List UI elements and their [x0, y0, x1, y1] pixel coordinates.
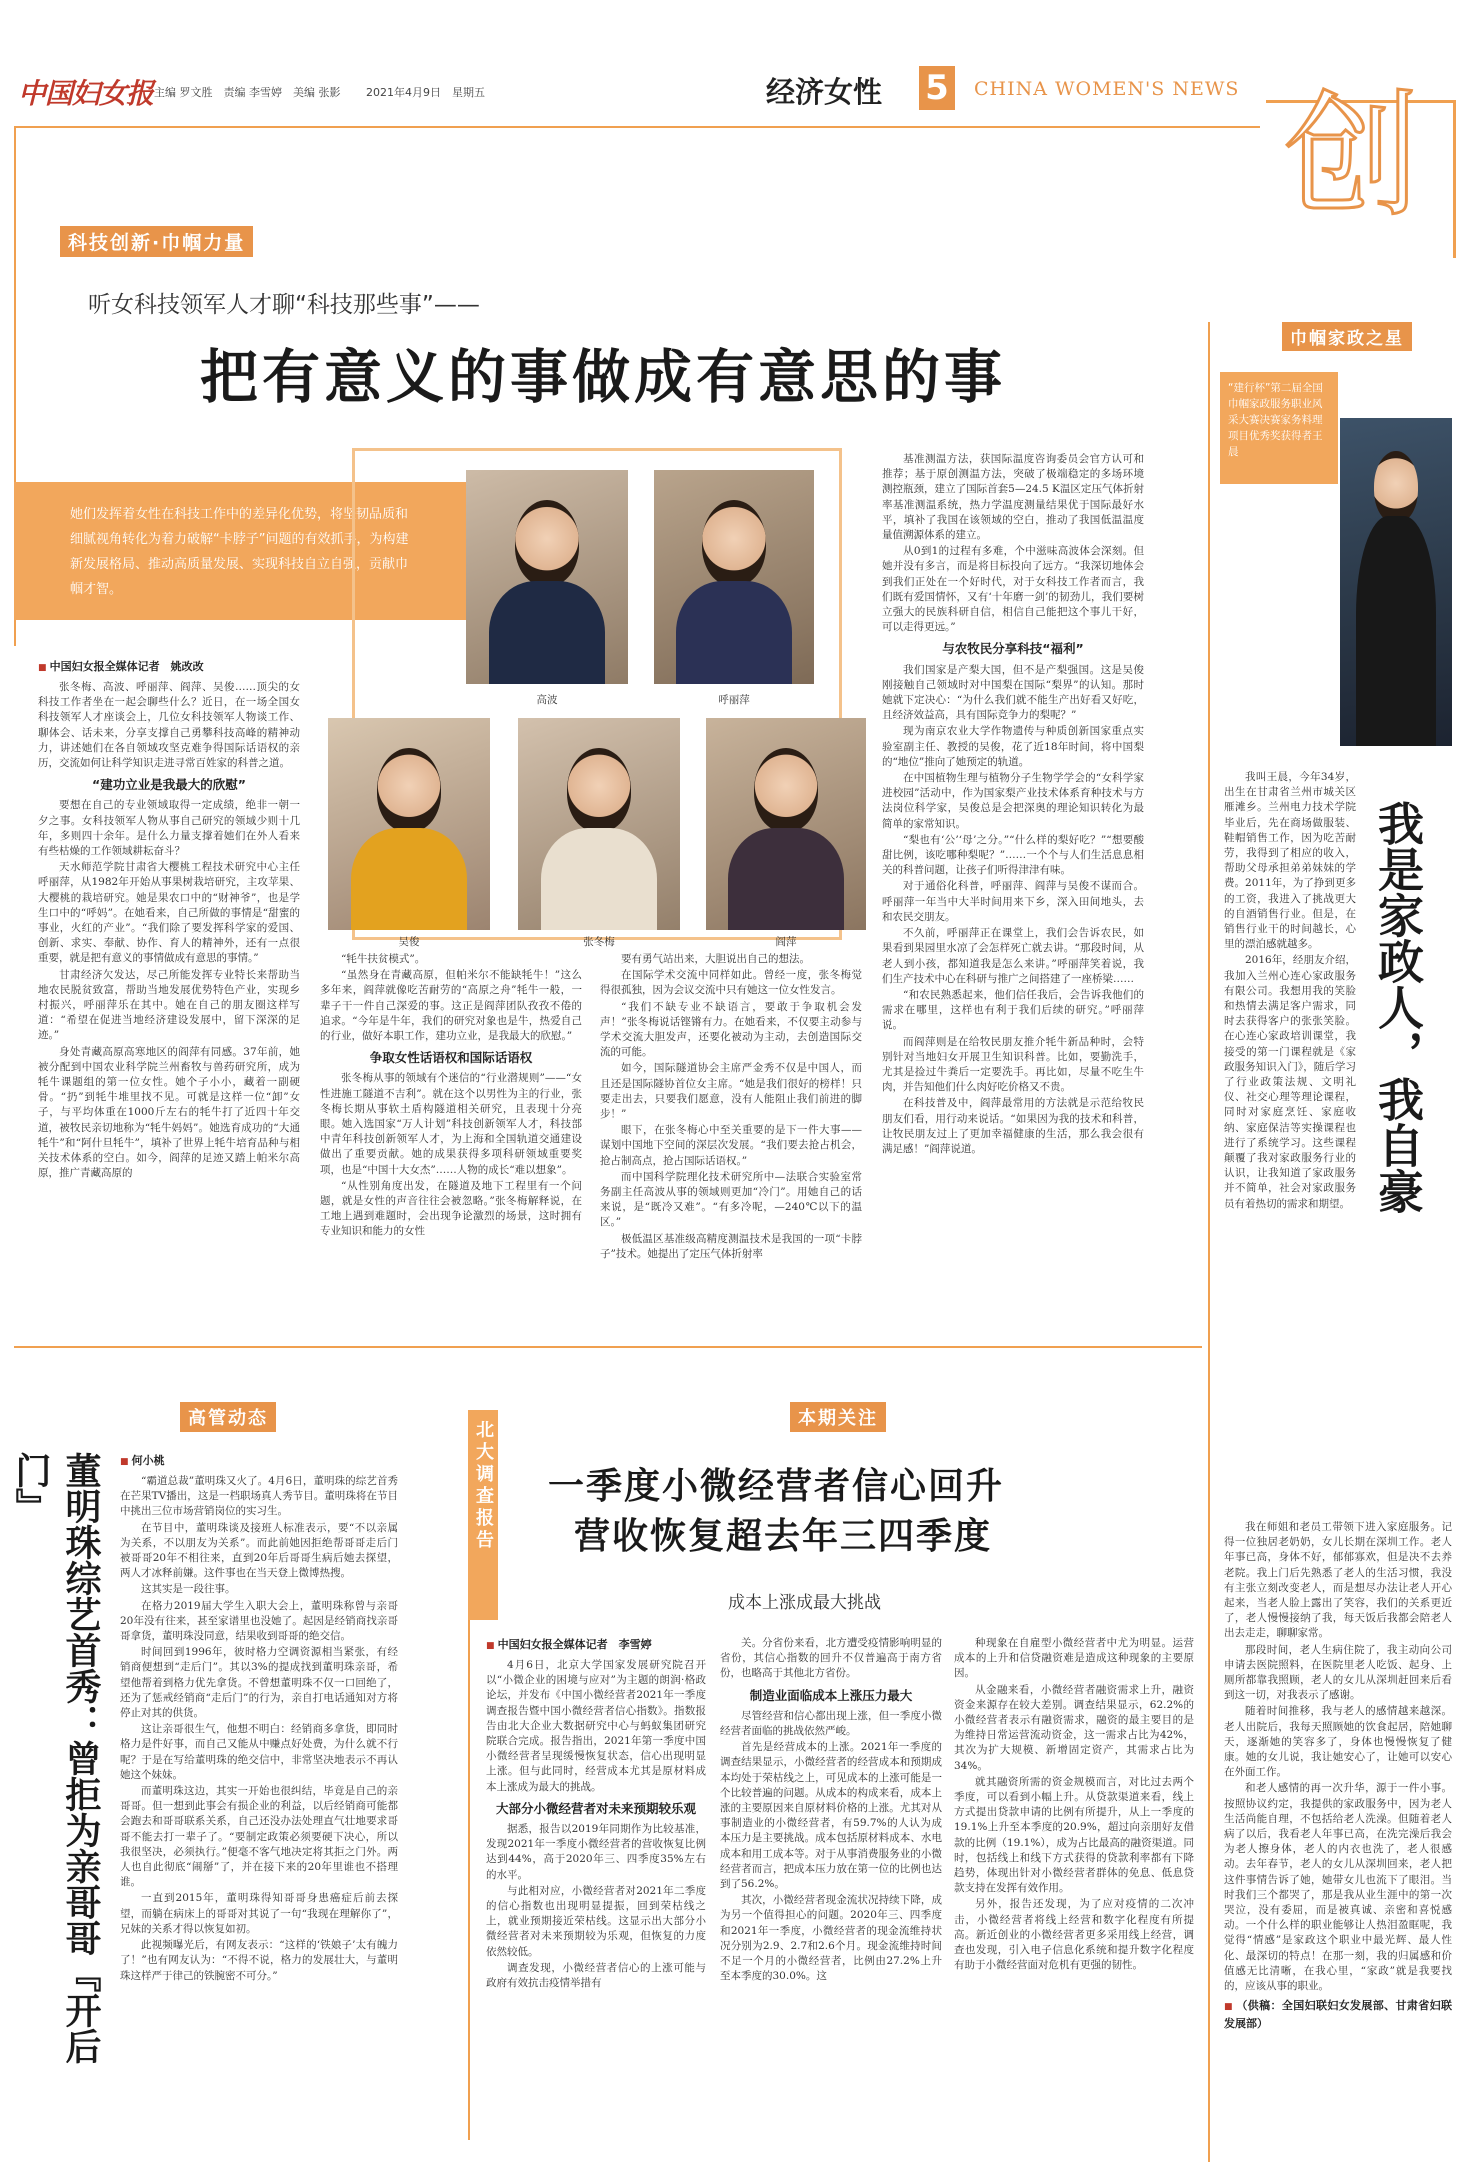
sidebar-photo-caption: “建行杯”第二届全国巾帼家政服务职业风采大赛决赛家务料理项目优秀奖获得者王晨 — [1228, 382, 1323, 458]
portrait-zhangdongmei — [518, 718, 680, 930]
body-paragraph: 我们国家是产梨大国，但不是产梨强国。这是吴俊刚接触自己领域时对中国梨在国际“梨界”的认知。那时她就下定决心：“为什么我们就不能生产出好看又好吃，且经济效益高，具有国际竞争力的梨呢？” — [882, 663, 1144, 722]
lead-column-3 — [600, 952, 862, 1322]
body-paragraph: “我们不缺专业不缺语言，要敢于争取机会发声！”张冬梅说话铿锵有力。在她看来，不仅要主动参与学术交流大胆发声，还要化被动为主动，去创造国际交流的可能。 — [600, 1000, 862, 1059]
lead-column-1 — [38, 680, 300, 1320]
body-paragraph: “虽然身在青藏高原，但帕米尔不能缺牦牛！”这么多年来，阎萍就像吃苦耐劳的“高原之舟”牦牛一般，一辈子干一件自己深爱的事。这正是阎萍团队孜孜不倦的追求。“今年是牛年，我们的研究对象也是牛，热爱自己的行业，做好本职工作，建功立业，是我最大的欣慰。” — [320, 969, 582, 1043]
bottom-left-byline: ■ 何小桃 — [120, 1452, 165, 1468]
body-paragraph: 这其实是一段往事。 — [141, 1583, 236, 1596]
body-paragraph: 就其融资所需的资金规模而言，对比过去两个季度，可以看到小幅上升。从贷款渠道来看，线上方式提出贷款申请的比例有所提升，从上一季度的19.1%上升至本季度的20.9%，超过向亲朋好友借款的比例（19.1%），成为占比最高的融资渠道。同时，包括线上和线下方式获得的贷款利率都有下降趋势，体现出针对小微经营者群体的免息、低息贷款支持在发挥有效作用。 — [954, 1775, 1194, 1895]
paper-logo: 中国妇女报 — [18, 77, 154, 110]
body-paragraph: 从金融来看，小微经营者融资需求上升，融资资金来源存在较大差别。调查结果显示，62.2%的小微经营者表示有融资需求，融资的最主要目的是为维持日常运营流动资金，这一需求占比为42%，其次为扩大规模、新增固定资产，其需求占比为34%。 — [954, 1683, 1194, 1772]
section-subheading: 大部分小微经营者对未来预期较乐观 — [495, 1800, 696, 1816]
body-paragraph: 此视频曝光后，有网友表示：“这样的‘铁娘子’太有魄力了！”也有网友认为：“不得不说，格力的发展壮大，与董明珠这样严于律己的铁腕密不可分。” — [120, 1939, 398, 1982]
body-paragraph: 一直到2015年，董明珠得知哥哥身患癌症后前去探望，而躺在病床上的哥哥对其说了一句“我现在理解你了”，兄妹的关系才得以恢复如初。 — [120, 1892, 398, 1935]
body-paragraph: 如今，国际隧道协会主席严金秀不仅是中国人，而且还是国际隧协首位女主席。“她是我们很好的榜样！只要走出去，只要我们愿意，没有人能阻止我们前进的脚步！” — [600, 1062, 862, 1121]
caption-gaobo: 高波 — [536, 694, 558, 706]
lead-column-2 — [320, 952, 582, 1322]
section-name: 经济女性 — [766, 75, 883, 109]
body-paragraph: 4月6日，北京大学国家发展研究院召开以“小微企业的困境与应对”为主题的朗润·格政论坛，并发布《中国小微经营者2021年一季度调查报告暨中国小微经营者信心指数》。指数报告由北大企业大数据研究中心与蚂蚁集团研究院联合完成。报告指出，2021年第一季度中国小微经营者呈现缓慢恢复状态，信心出现明显上涨。但与此同时，经营成本尤其是原材料成本上涨成为最大的挑战。 — [486, 1659, 706, 1793]
body-paragraph: 其次，小微经营者现金流状况持续下降，成为另一个值得担心的问题。2020年三、四季度和2021年一季度，小微经营者的现金流维持状况分别为2.9、2.7和2.6个月。现金流维持时间不足一个月的小微经营者，比例由27.2%上升至本季度的30.0%。这 — [720, 1894, 942, 1983]
body-paragraph: “霸道总裁”董明珠又火了。4月6日，董明珠的综艺首秀在芒果TV播出，这是一档职场真人秀节目。董明珠将在节目中挑出三位市场营销岗位的实习生。 — [120, 1475, 398, 1518]
body-paragraph: 在节目中，董明珠谈及接班人标准表示，要“不以亲属为关系，不以朋友为关系”。而此前她因拒绝帮哥哥走后门被哥哥20年不相往来，直到20年后哥哥生病后她去探望，两人才冰释前嫌。这件事也在当天登上微博热搜。 — [120, 1521, 398, 1580]
caption-yanping: 阎萍 — [775, 936, 797, 948]
body-paragraph: “梨也有‘公’‘母’之分。”“什么样的梨好吃？”“想要酸甜比例，该吃哪种梨呢？”……一个个与人们生活息息相关的科普问题，让孩子们听得津津有味。 — [882, 833, 1144, 877]
portrait-yanping — [706, 718, 866, 930]
body-paragraph: 不久前，呼丽萍正在课堂上，我们会告诉农民，如果看到果园里水凉了会怎样死亡就去讲。“那段时间，从老人到小孩，都知道我是怎么来讲。”呼丽萍笑着说，我们生产技术中心在科研与推广之间搭建了一座桥梁…… — [882, 927, 1144, 985]
caption-hulping: 呼丽萍 — [718, 694, 750, 706]
lead-column-4 — [882, 452, 1144, 1324]
body-paragraph: 我叫王晨，今年34岁，出生在甘肃省兰州市城关区雁滩乡。兰州电力技术学院毕业后，先在商场做服装、鞋帽销售工作，因为吃苦耐劳，我得到了相应的收入，帮助父母承担弟弟妹妹的学费。2011年，为了挣到更多的工资，我进入了挑战更大的自酒销售行业。但是，在销售行业干的时间越长，心里的漂泊感就越多。 — [1224, 771, 1356, 951]
body-paragraph: 要想在自己的专业领域取得一定成绩，绝非一朝一夕之事。女科技领军人物从事自己研究的领域少则十几年，多则四十余年。是什么力量支撑着她们在外人看来有些枯燥的工作领域耕耘奋斗？ — [38, 799, 300, 858]
column-tag-focus: 本期关注 — [790, 1402, 886, 1432]
body-paragraph: 那段时间，老人生病住院了，我主动向公司申请去医院照料，在医院里老人吃饭、起身、上厕所都靠我照顾，老人的女儿从深圳赶回来后看到这一切，对我表示了感谢。 — [1224, 1643, 1452, 1702]
bottom-main-column-2 — [720, 1636, 942, 2114]
section-subheading: “建功立业是我最大的欣慰” — [92, 777, 246, 793]
body-paragraph: 在科技普及中，阎萍最常用的方法就是示范给牧民朋友们看，用行动来说话。“如果因为我的技术和科普，让牧民朋友过上了更加幸福健康的生活，那么我会很有满足感！”阎萍说道。 — [882, 1097, 1144, 1155]
body-paragraph: 与此相对应，小微经营者对2021年二季度的信心指数也出现明显提振，回到荣枯线之上，就业预期接近荣枯线。这显示出大部分小微经营者对未来预期较为乐观，但恢复的力度依然较低。 — [486, 1884, 706, 1958]
bottom-left-body — [120, 1474, 398, 2114]
sidebar-photo-caption-box — [1220, 372, 1338, 484]
caption-zhangdongmei: 张冬梅 — [583, 936, 615, 948]
bottom-main-column-3 — [954, 1636, 1194, 2114]
body-paragraph: 要有勇气站出来，大胆说出自己的想法。 — [621, 953, 810, 965]
body-paragraph: 在国际学术交流中同样如此。曾经一度，张冬梅觉得很孤独，因为会议交流中只有她这一位女性发言。 — [600, 969, 862, 997]
corner-emblem — [1266, 78, 1456, 258]
section-subheading: 争取女性话语权和国际话语权 — [369, 1050, 533, 1066]
sidebar-left-rule — [1208, 322, 1210, 2162]
body-paragraph: “牦牛扶贫模式”。 — [341, 953, 426, 965]
body-paragraph: 而阎萍则是在给牧民朋友推介牦牛新品种时，会特别针对当地妇女开展卫生知识科普。比如，要勤洗手，尤其是捡过牛粪后一定要洗手。再比如，尽量不吃生牛肉，并告知他们什么肉好吃价格又不贵。 — [882, 1035, 1144, 1094]
paper-english-name: CHINA WOMEN'S NEWS — [974, 78, 1240, 100]
portrait-gaobo — [466, 470, 628, 684]
column-tag-housekeeping: 巾帼家政之星 — [1282, 322, 1412, 351]
editor-credits: 主编 罗文胜 责编 李雪婷 美编 张影 — [154, 86, 341, 99]
body-paragraph: 种现象在自雇型小微经营者中尤为明显。运营成本的上升和信贷融资难是造成这种现象的主要原因。 — [954, 1637, 1194, 1680]
masthead-rule — [14, 126, 1260, 128]
vertical-label: 北大调查报告 — [473, 1420, 494, 1552]
portrait-wujun — [328, 718, 490, 930]
bottom-main-left-rule — [468, 1620, 470, 2140]
section-subheading: 与农牧民分享科技“福利” — [942, 641, 1084, 657]
body-paragraph: 尽管经营和信心都出现上涨，但一季度小微经营者面临的挑战依然严峻。 — [720, 1709, 942, 1738]
issue-date: 2021年4月9日 星期五 — [366, 86, 485, 99]
body-paragraph: 基准测温方法，获国际温度咨询委员会官方认可和推荐；基于原创测温方法，突破了极端稳定的多场环境测控瓶颈，建立了国际首套5—24.5 K温区定压气体折射率基准测温系统，热力学温度测量结果优于国际最好水平，填补了我国在该领域的空白，推动了我国低温温度量值溯源体系的建立。 — [882, 453, 1144, 542]
body-paragraph: 我在师姐和老员工带领下进入家庭服务。记得一位独居老奶奶，女儿长期在深圳工作。老人年事已高，身体不好，郁郁寡欢，但是决不去养老院。我上门后先熟悉了老人的生活习惯，我没有主张立刻改变老人，而是想尽办法让老人开心起来，当老人脸上露出了笑容，我们的关系更近了，老人慢慢接纳了我，每天饭后我都会陪老人出去走走，聊聊家常。 — [1224, 1521, 1452, 1640]
body-paragraph: 首先是经营成本的上涨。2021年一季度的调查结果显示，小微经营者的经营成本和预期成本均处于荣枯线之上，可见成本的上涨可能是一个比较普遍的问题。从成本的构成来看，成本上涨的主要原因来自原材料价格的上涨。尤其对从事制造业的小微经营者，有59.7%的人认为成本压力是主要挑战。成本包括原材料成本、水电成本和用工成本等。对于从事消费服务业的小微经营者而言，把成本压力放在第一位的比例也达到了56.2%。 — [720, 1741, 942, 1891]
portrait-wangchen — [1340, 418, 1452, 746]
page-number: 5 — [919, 66, 955, 110]
body-paragraph: 和老人感情的再一次升华，源于一件小事。按照协议约定，我提供的家政服务中，因为老人生活尚能自理，不包括给老人洗澡。但随着老人病了以后，我看老人年事已高，在洗完澡后我会为老人擦身体，老人的内衣也洗了，老人很感动。去年春节，老人的女儿从深圳回来，老人把这件事情告诉了她，她带女儿也流下了眼泪。当时我们三个都哭了，那是我从业生涯中的第一次哭泣，没有委屈，而是被真诚、亲密和喜悦感动。一个什么样的职业能够让人热泪盈眶呢，我觉得“情感”是家政这个职业中最光辉、最人性化、最深切的特点！在那一刻，我的归属感和价值感无比清晰，在我心里，“家政”就是我要找的，应该从事的职业。 — [1224, 1782, 1452, 1993]
bottom-rule — [14, 1346, 1202, 1348]
bottom-main-headline-1: 一季度小微经营者信心回升 — [548, 1465, 1005, 1507]
column-tag-executive: 高管动态 — [180, 1402, 276, 1432]
body-paragraph: 张冬梅从事的领域有个迷信的“行业潜规则”——“女性进施工隧道不吉利”。就在这个以男性为主的行业，张冬梅长期从事软土盾构隧道相关研究，且表现十分亮眼。她入选国家“万人计划”科技创新领军人才，科技部中青年科技创新领军人才，为上海和全国轨道交通建设做出了重要贡献。她的成果获得多项科研领域重要奖项，也是“中国十大女杰”……人物的成长“难以想象”。 — [320, 1072, 582, 1176]
bottom-main-subtitle: 成本上涨成最大挑战 — [728, 1593, 881, 1613]
column-tag-tech: 科技创新·巾帼力量 — [60, 226, 253, 257]
sidebar-body-bottom — [1224, 1520, 1452, 2120]
body-paragraph: 眼下，在张冬梅心中至关重要的是下一件大事——谋划中国地下空间的深层次发展。“我们要去抢占机会，抢占制高点，抢占国际话语权。” — [600, 1124, 862, 1167]
lead-summary: 她们发挥着女性在科技工作中的差异化优势，将坚韧品质和细腻视角转化为着力破解“卡脖子”问题的有效抓手，为构建新发展格局、推动高质量发展、实现科技自立自强，贡献巾帼才智。 — [70, 507, 409, 597]
vertical-label-box — [468, 1410, 498, 1620]
body-paragraph: “从性别角度出发，在隧道及地下工程里有一个问题，就是女性的声音往往会被忽略。”张冬梅解释说，在工地上遇到难题时，会出现争论激烈的场景，这时拥有专业知识和能力的女性 — [320, 1179, 582, 1238]
body-paragraph: 另外，报告还发现，为了应对疫情的二次冲击，小微经营者将线上经营和数字化程度有所提高。新近创业的小微经营者更多采用线上经营，调查也发现，引入电子信息化系统和提升数字化程度有助于小微经营面对危机有更强的韧性。 — [954, 1898, 1194, 1972]
body-paragraph: 极低温区基准级高精度测温技术是我国的一项“卡脖子”技术。她提出了定压气体折射率 — [600, 1232, 862, 1260]
body-paragraph: 现为南京农业大学作物遗传与种质创新国家重点实验室副主任、教授的吴俊，花了近18年时间，将中国梨的“地位”推向了她预定的轨道。 — [882, 725, 1144, 768]
body-paragraph: 从0到1的过程有多难，个中滋味高波体会深刻。但她并没有多言，而是将目标投向了远方。“我深切地体会到我们正处在一个好时代，对于女科技工作者而言，我们既有爱国情怀，又有‘十年磨一剑’的韧劲儿，我们要树立强大的民族科研自信，相信自己能把这个事儿干好，可以走得更远。” — [882, 545, 1144, 634]
body-paragraph: 而中国科学院理化技术研究所中—法联合实验室常务副主任高波从事的领域则更加“冷门”。用她自己的话来说，是“既冷又难”。“有多冷呢，—240℃以下的温区。” — [600, 1170, 862, 1229]
body-paragraph: 对于通俗化科普，呼丽萍、阎萍与吴俊不谋而合。呼丽萍一年当中大半时间用来下乡，深入田间地头，去和农民交朋友。 — [882, 880, 1144, 923]
portrait-hulping — [654, 470, 814, 684]
body-paragraph: 在中国植物生理与植物分子生物学学会的“女科学家进校园”活动中，作为国家梨产业技术体系育种技术与方法岗位科学家，吴俊总是会把深奥的理论知识转化为最简单的家常知识。 — [882, 772, 1144, 830]
body-paragraph: 张冬梅、高波、呼丽萍、阎萍、吴俊……顶尖的女科技工作者坐在一起会聊些什么？近日，在一场全国女科技领军人才座谈会上，几位女科技领军人物谈工作、聊体会、话未来，分享支撑自己勇攀科技高峰的精神动力，讲述她们在各自领域攻坚克难争得国际话语权的亲历，交流如何让科学知识走进寻常百姓家的科普之道。 — [38, 681, 300, 770]
body-paragraph: 随着时间推移，我与老人的感情越来越深。老人出院后，我每天照顾她的饮食起居，陪她聊天，逐渐她的笑容多了，身体也慢慢恢复了健康。她的女儿说，我让她安心了，让她可以安心在外面工作。 — [1224, 1705, 1452, 1779]
body-paragraph: “和农民熟悉起来，他们信任我后，会告诉我他们的需求在哪里，这样也有利于我们后续的研究。”呼丽萍说。 — [882, 988, 1144, 1032]
body-paragraph: 天水师范学院甘肃省大樱桃工程技术研究中心主任呼丽萍，从1982年开始从事果树栽培研究，主攻苹果、大樱桃的栽培研究。她是果农口中的“财神爷”，也是学生口中的“呼妈”。在她看来，自己所做的事情是“甜蜜的事业，火红的产业”。“我们除了要发挥科学家的爱国、创新、求实、奉献、协作、育人的精神外，还有一点很重要，就是把有意义的事情做成有意思的事情。” — [38, 861, 300, 965]
sidebar-body-top — [1224, 770, 1356, 1520]
bottom-main-headline-2: 营收恢复超去年三四季度 — [574, 1515, 993, 1557]
section-subheading: 制造业面临成本上涨压力最大 — [749, 1687, 913, 1703]
sidebar-source: ■ （供稿：全国妇联妇女发展部、甘肃省妇联发展部） — [1224, 1998, 1452, 2030]
bottom-main-byline: ■ 中国妇女报全媒体记者 李雪婷 — [486, 1636, 652, 1652]
body-paragraph: 2016年，经朋友介绍，我加入兰州心连心家政服务有限公司。我想用我的笑脸和热情去满足客户需求，同时去获得客户的张张笑脸。在心连心家政培训课堂，我接受的第一门课程就是《家政服务知识入门》，随后学习了行业政策法规、文明礼仪、社交心理等理论课程，同时对家庭烹饪、家庭收纳、家庭保洁等实操课程也进行了系统学习。这些课程颠覆了我对家政服务行业的认识，让我知道了家政服务并不简单，社会对家政服务员有着热切的需求和期望。 — [1224, 954, 1356, 1210]
lead-kicker: 听女科技领军人才聊“科技那些事”—— — [88, 292, 480, 318]
body-paragraph: 这让亲哥很生气，他想不明白：经销商多拿货，即同时格力是件好事，而自己又能从中赚点好处费，为什么就不行呢？于是在写给董明珠的绝交信中，非常坚决地表示不再认她这个妹妹。 — [120, 1723, 398, 1781]
body-paragraph: 关。分省份来看，北方遭受疫情影响明显的省份，其信心指数的回升不仅普遍高于南方省份，也略高于其他北方省份。 — [720, 1637, 942, 1680]
body-paragraph: 据悉，报告以2019年同期作为比较基准，发现2021年一季度小微经营者的营收恢复比例达到44%，高于2020年三、四季度35%左右的水平。 — [486, 1823, 706, 1881]
body-paragraph: 调查发现，小微经营者信心的上涨可能与政府有效抗击疫情举措有 — [486, 1961, 706, 1990]
lead-byline: ■ 中国妇女报全媒体记者 姚改改 — [38, 658, 204, 674]
bottom-main-column-1 — [486, 1658, 706, 2114]
caption-wujun: 吴俊 — [398, 936, 420, 948]
masthead — [14, 62, 1459, 120]
body-paragraph: 身处青藏高原高寒地区的阎萍有同感。37年前，她被分配到中国农业科学院兰州畜牧与兽药研究所，成为牦牛课题组的第一位女性。她个子小小，藏着一副硬骨。“扔”到牦牛堆里找不见。可就是这样一位“卸”女子，与平均体重在1000斤左右的牦牛打了近四十年交道，被牧民亲切地称为“牦牛妈妈”。她选育成功的“大通牦牛”和“阿什旦牦牛”，填补了世界上牦牛培育品种与相关技术体系的空白。如今，阎萍的足迹又踏上帕米尔高原，推广青藏高原的 — [38, 1045, 300, 1180]
lead-headline: 把有意义的事做成有意思的事 — [200, 343, 1007, 411]
body-paragraph: 时间回到1996年，彼时格力空调资源相当紧张，有经销商便想到“走后门”。其以3%的提成找到董明珠亲哥，希望他帮着到格力优先拿货。不曾想董明珠不仅一口回绝了，还为了惩戒经销商“走后门”的行为，亲自打电话通知对方将停止对其的供货。 — [120, 1646, 398, 1720]
corner-character: 创 — [1284, 78, 1420, 236]
bottom-left-headline: 董明珠综艺首秀：曾拒为亲哥哥『开后门』 — [10, 1452, 102, 2064]
body-paragraph: 甘肃经济欠发达，尽己所能发挥专业特长来帮助当地农民脱贫致富，帮助当地发展优势特色产业，实现乡村振兴，呼丽萍乐在其中。她在自己的朋友圈这样写道：“希望在促进当地经济建设发展中，留下深深的足迹。” — [38, 968, 300, 1042]
body-paragraph: 而董明珠这边，其实一开始也很纠结，毕竟是自己的亲哥哥。但一想到此事会有损企业的利益，以后经销商可能都会跑去和哥哥联系关系，自己还没办法处理直气壮地要求哥哥不能去打一辈子了。“要制定政策必须要硬下决心，所以我很坚决，必须执行。”便毫不客气地决定将其拒之门外。两人也自此彻底“闹掰”了，并在接下来的20年里谁也不搭理谁。 — [120, 1785, 398, 1889]
sidebar-headline: 我是家政人，我自豪 — [1371, 800, 1425, 1214]
body-paragraph: 在格力2019届大学生入职大会上，董明珠称曾与亲哥20年没有往来，甚至家谱里也没她了。起因是经销商找亲哥哥拿货，董明珠没同意，结果收到哥哥的绝交信。 — [120, 1599, 398, 1643]
